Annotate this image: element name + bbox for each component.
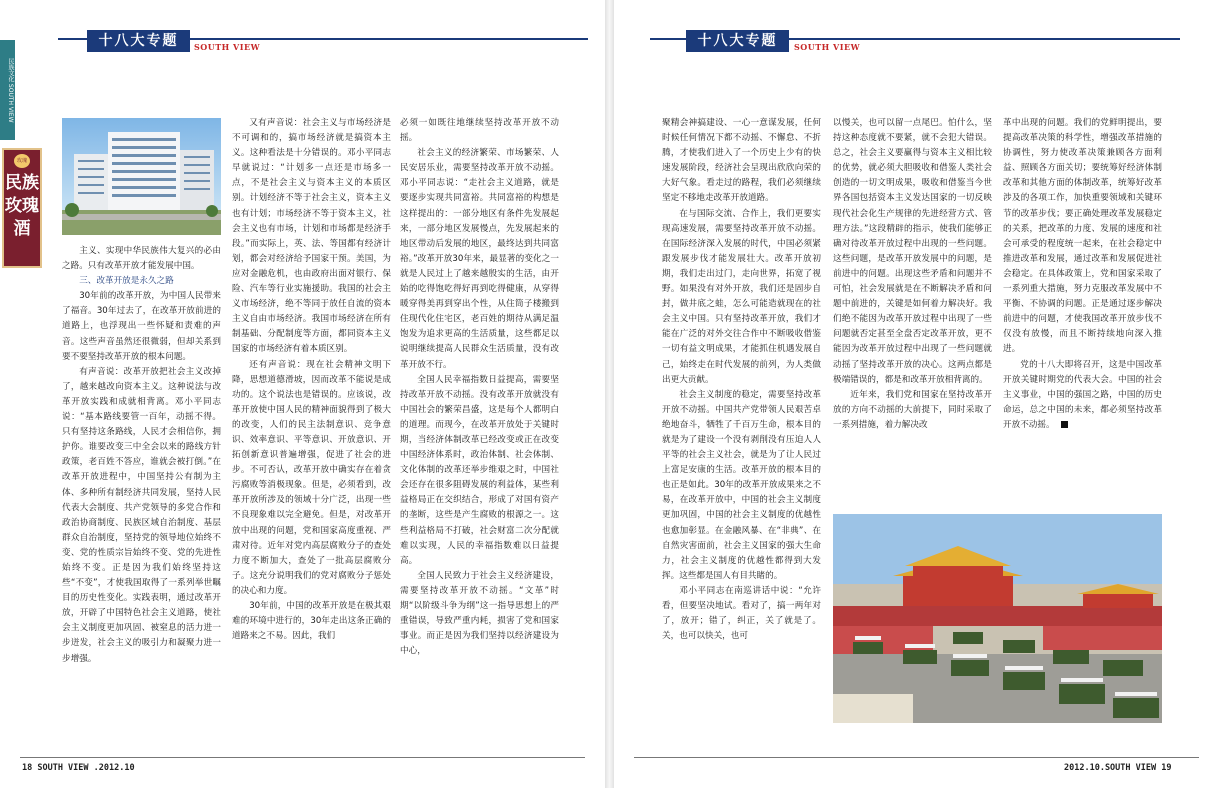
right-column-1 (662, 116, 821, 740)
left-column-1 (62, 244, 221, 740)
footer-rule (634, 757, 1199, 758)
paragraph: 主义、实现中华民族伟大复兴的必由之路。只有改革开放才能发展中国。 (62, 246, 221, 272)
sidebar-title-text: 民族玫瑰酒 (5, 173, 39, 239)
paragraph: 革中出现的问题。我们的党鲜明提出，要提高改革决策的科学性，增强改革措施的协调性，努力使改革决策兼顾各方面利益、照顾各方面关切；要统筹好经济体制改革和其他方面的体制改革，统筹好改革涉及的各项工作，加快重要领域和关键环节的改革步伐；要正确处理改革发展稳定的关系，把改革的力度、发展的速度和社会可承受的程度统一起来，在社会稳定中推进改革和发展，通过改革和发展促进社会稳定。在具体政策上，党和国家采取了一系列重大措施，努力克服改革发展中不平衡、不协调的问题。正是通过逐步解决前进中的问题，才使我国改革开放步伐不仅没有放慢，而且不断持续地向深入推进。 (1003, 118, 1162, 355)
parade-photo (833, 514, 1162, 723)
paragraph (1003, 358, 1162, 433)
section-subtitle: SOUTH VIEW (794, 42, 861, 52)
tiananmen-parade-image (833, 514, 1162, 723)
paragraph: 在与国际交流、合作上，我们更要实现高速发展，需要坚持改革开放不动摇。在国际经济深入发展的时代，中国必须紧跟发展步伐才能发展壮大。改革开放初期，我们走出过门，走向世界，拓宽了视野。如果没有对外开放，我们还是固步自封，做井底之蛙，怎么可能造就现在的社会主义中国。只有坚持改革开放，我们才能在广泛的对外交往合作中不断吸收借鉴一切有益文明成果，才能抓住机遇发展自己，始终走在时代发展的前列，为人类做出更大贡献。 (662, 208, 821, 385)
paragraph: 全国人民幸福指数日益提高，需要坚持改革开放不动摇。没有改革开放就没有中国社会的繁荣昌盛，这是每个人都明白的道理。而现今，在改革开放处于关键时期，当经济体制改革已经改变或正在改变中国经济体系时，政治体制、社会体制、文化体制的改革还举步维艰之时，中国社会还存在很多阻碍发展的利益体，某些利益格局正在交织结合，形成了对国有资产的垄断，这些是产生腐败的根源之一。这些利益格局不打破，社会财富二次分配就难以实现，人民的幸福指数难以日益提高。 (400, 374, 559, 566)
right-column-3 (1003, 116, 1162, 486)
section-tab: 十八大专题 (686, 30, 789, 52)
hospital-photo (62, 118, 221, 235)
paragraph: 30年前的改革开放，为中国人民带来了福音。30年过去了，在改革开放前进的道路上，也浮现出一些怀疑和责难的声音。这些声音虽然还很微弱，但却关系到要不要坚持改革开放的根本问题。 (62, 291, 221, 362)
right-column-2 (833, 116, 992, 499)
page-footer-right: 2012.10.SOUTH VIEW 19 (1064, 763, 1172, 773)
paragraph: 必须一如既往地继续坚持改革开放不动摇。 (400, 118, 559, 144)
right-page (614, 0, 1219, 788)
section-heading: 三、改革开放是永久之路 (79, 276, 174, 287)
paragraph: 30年前，中国的改革开放是在极其艰难的环境中进行的，30年走出这条正确的道路来之不易。因此，我们 (232, 601, 391, 642)
end-mark-icon (1061, 421, 1068, 428)
section-subtitle: SOUTH VIEW (194, 42, 261, 52)
footer-rule (20, 757, 585, 758)
sidebar-strip: 民族文化 SOUTH VIEW (0, 40, 15, 140)
paragraph: 还有声音说：现在社会精神文明下降，思想道德滑坡，因而改革不能说是成功的。这个说法也是错误的。应该说，改革开放使中国人民的精神面貌得到了极大的改变，人们的民主法制意识、竞争意识、效率意识、平等意识、开放意识、开拓创新意识普遍增强，促进了社会的进步。不可否认，改革开放中确实存在着贪污腐败等消极现象。但是，必须看到，改革开放所涉及的领域十分广泛，出现一些不良现象难以完全避免。但是，对改革开放中出现的问题，党和国家高度重视、严肃对待。近年对党内高层腐败分子的查处力度不断加大，查处了一批高层腐败分子。这充分说明我们的党对腐败分子惩处的决心和力度。 (232, 359, 391, 596)
left-column-3 (400, 116, 559, 740)
brand-logo: 玫瑰 (14, 154, 30, 168)
page-gutter (605, 0, 614, 788)
section-tab: 十八大专题 (87, 30, 190, 52)
paragraph: 又有声音说：社会主义与市场经济是不可调和的，搞市场经济就是搞资本主义。这种看法是十分错误的。邓小平同志早就说过：“计划多一点还是市场多一点，不是社会主义与资本主义的本质区别。计划经济不等于社会主义，资本主义也有计划；市场经济不等于资本主义，社会主义也有市场，计划和市场都是经济手段。”而实际上，英、法、等国都有经济计划，都会对经济给予国家干预。美国，为应对金融危机，也由政府出面对银行、保险、汽车等行业实施援助。我国的社会主义市场经济，绝不等同于放任自流的资本主义自由市场经济。我国市场经济在所有制基础、分配制度等方面，都同资本主义国家的市场经济有着本质区别。 (232, 118, 391, 355)
paragraph: 全国人民致力于社会主义经济建设，需要坚持改革开放不动摇。“文革”时期“以阶级斗争为纲”这一指导思想上的严重错误，导致严重内耗，损害了党和国家事业。而正是因为我们坚持以经济建设为中心， (400, 570, 559, 657)
paragraph: 社会主义制度的稳定，需要坚持改革开放不动摇。中国共产党带领人民艰苦卓绝地奋斗，牺牲了千百万生命，根本目的就是为了建设一个没有剥削没有压迫人人平等的社会主义社会，就是为了让人民过上富足安康的生活。改革开放的根本目的也正是如此。30年的改革开放成果来之不易，在改革开放中，中国的社会主义制度更加巩固，中国的社会主义制度的优越性也愈加彰显。在金融风暴、在“非典”、在自然灾害面前，社会主义国家的强大生命力，社会主义制度的优越性都得到大发挥。这些都是国人有目共睹的。 (662, 389, 821, 581)
hospital-building-image (62, 118, 221, 235)
left-page (0, 0, 605, 788)
paragraph: 社会主义的经济繁荣、市场繁荣、人民安居乐业，需要坚持改革开放不动摇。邓小平同志说：“走社会主义道路，就是要逐步实现共同富裕。共同富裕的构想是这样提出的：一部分地区有条件先发展起来，一部分地区发展慢点，先发展起来的地区带动后发展的地区，最终达到共同富裕。”改革开放30年来，最显著的变化之一就是人民过上了越来越殷实的生活，由开始的吃得饱吃得好再到吃得健康，从穿得暖穿得美再到穿出个性，从住筒子楼搬到住现代化住宅区，老百姓的期待从满足温饱发为追求更高的生活质量，这些都足以说明继续提高人民群众生活质量，没有改革开放不行。 (400, 148, 559, 370)
sidebar-title-box (2, 148, 42, 268)
paragraph-text: 党的十八大即将召开，这是中国改革开放关键时期党的代表大会。中国的社会主义事业，中国的强国之路，中国的历史命运，总之中国的未来，都必须坚持改革开放不动摇。 (1003, 359, 1162, 430)
left-column-2 (232, 116, 391, 740)
paragraph: 邓小平同志在南巡讲话中说：“允许看，但要坚决地试。看对了，搞一两年对了，放开；错了，纠正，关了就是了。关，也可以快关，也可 (662, 585, 821, 642)
paragraph: 有声音说：改革开放把社会主义改掉了，越来越改向资本主义。这种说法与改革开放实践和成就相背离。邓小平同志说：“基本路线要管一百年，动摇不得。只有坚持这条路线，人民才会相信你，拥护你。谁要改变三中全会以来的路线方针政策，老百姓不答应，谁就会被打倒。”在改革开放进程中，中国坚持公有制为主体、多种所有制经济共同发展，坚持人民代表大会制度、共产党领导的多党合作和政治协商制度、民族区域自治制度、基层群众自治制度，坚持党的领导地位始终不变、党的性质宗旨始终不变、党的先进性始终不变。正是因为我们始终坚持这些“不变”，才使我国取得了一系列举世瞩目的历史性变化。实践表明，通过改革开放，开辟了中国特色社会主义道路，使社会主义制度更加巩固、被窒息的活力进一步迸发，社会主义的吸引力和凝聚力进一步增强。 (62, 366, 221, 664)
page-footer-left: 18 SOUTH VIEW .2012.10 (22, 763, 135, 773)
paragraph: 聚精会神搞建设、一心一意谋发展，任何时候任何情况下都不动摇、不懈怠、不折腾，才使我们进入了一个历史上少有的快速发展阶段，经济社会呈现出欣欣向荣的大好气象。看走过的路程，我们必须继续坚定不移地走改革开放道路。 (662, 118, 821, 204)
paragraph: 近年来，我们党和国家在坚持改革开放的方向不动摇的大前提下，同时采取了一系列措施，着力解决改 (833, 389, 992, 430)
paragraph: 以慢关，也可以留一点尾巴。怕什么，坚持这种态度就不要紧，就不会犯大错误。总之，社会主义要赢得与资本主义相比较的优势，就必须大胆吸收和借鉴人类社会创造的一切文明成果，吸收和借鉴当今世界各国包括资本主义发达国家的一切反映现代社会化生产规律的先进经营方式、管理方法。”这段精辟的指示，使我们能够正确对待改革开放过程中出现的一些问题。这些问题，是改革开放发展中的问题，是前进中的问题。出现这些矛盾和问题并不可怕，社会发展就是在不断解决矛盾和问题中前进的，关键是如何着力解决好。我们绝不能因为改革开放过程中出现了一些问题就否定甚至全盘否定改革开放，更不能因为改革开放过程中出现了一些问题就动摇了坚持改革开放的决心。这两点都是极端错误的，都是和改革开放相背离的。 (833, 118, 992, 385)
